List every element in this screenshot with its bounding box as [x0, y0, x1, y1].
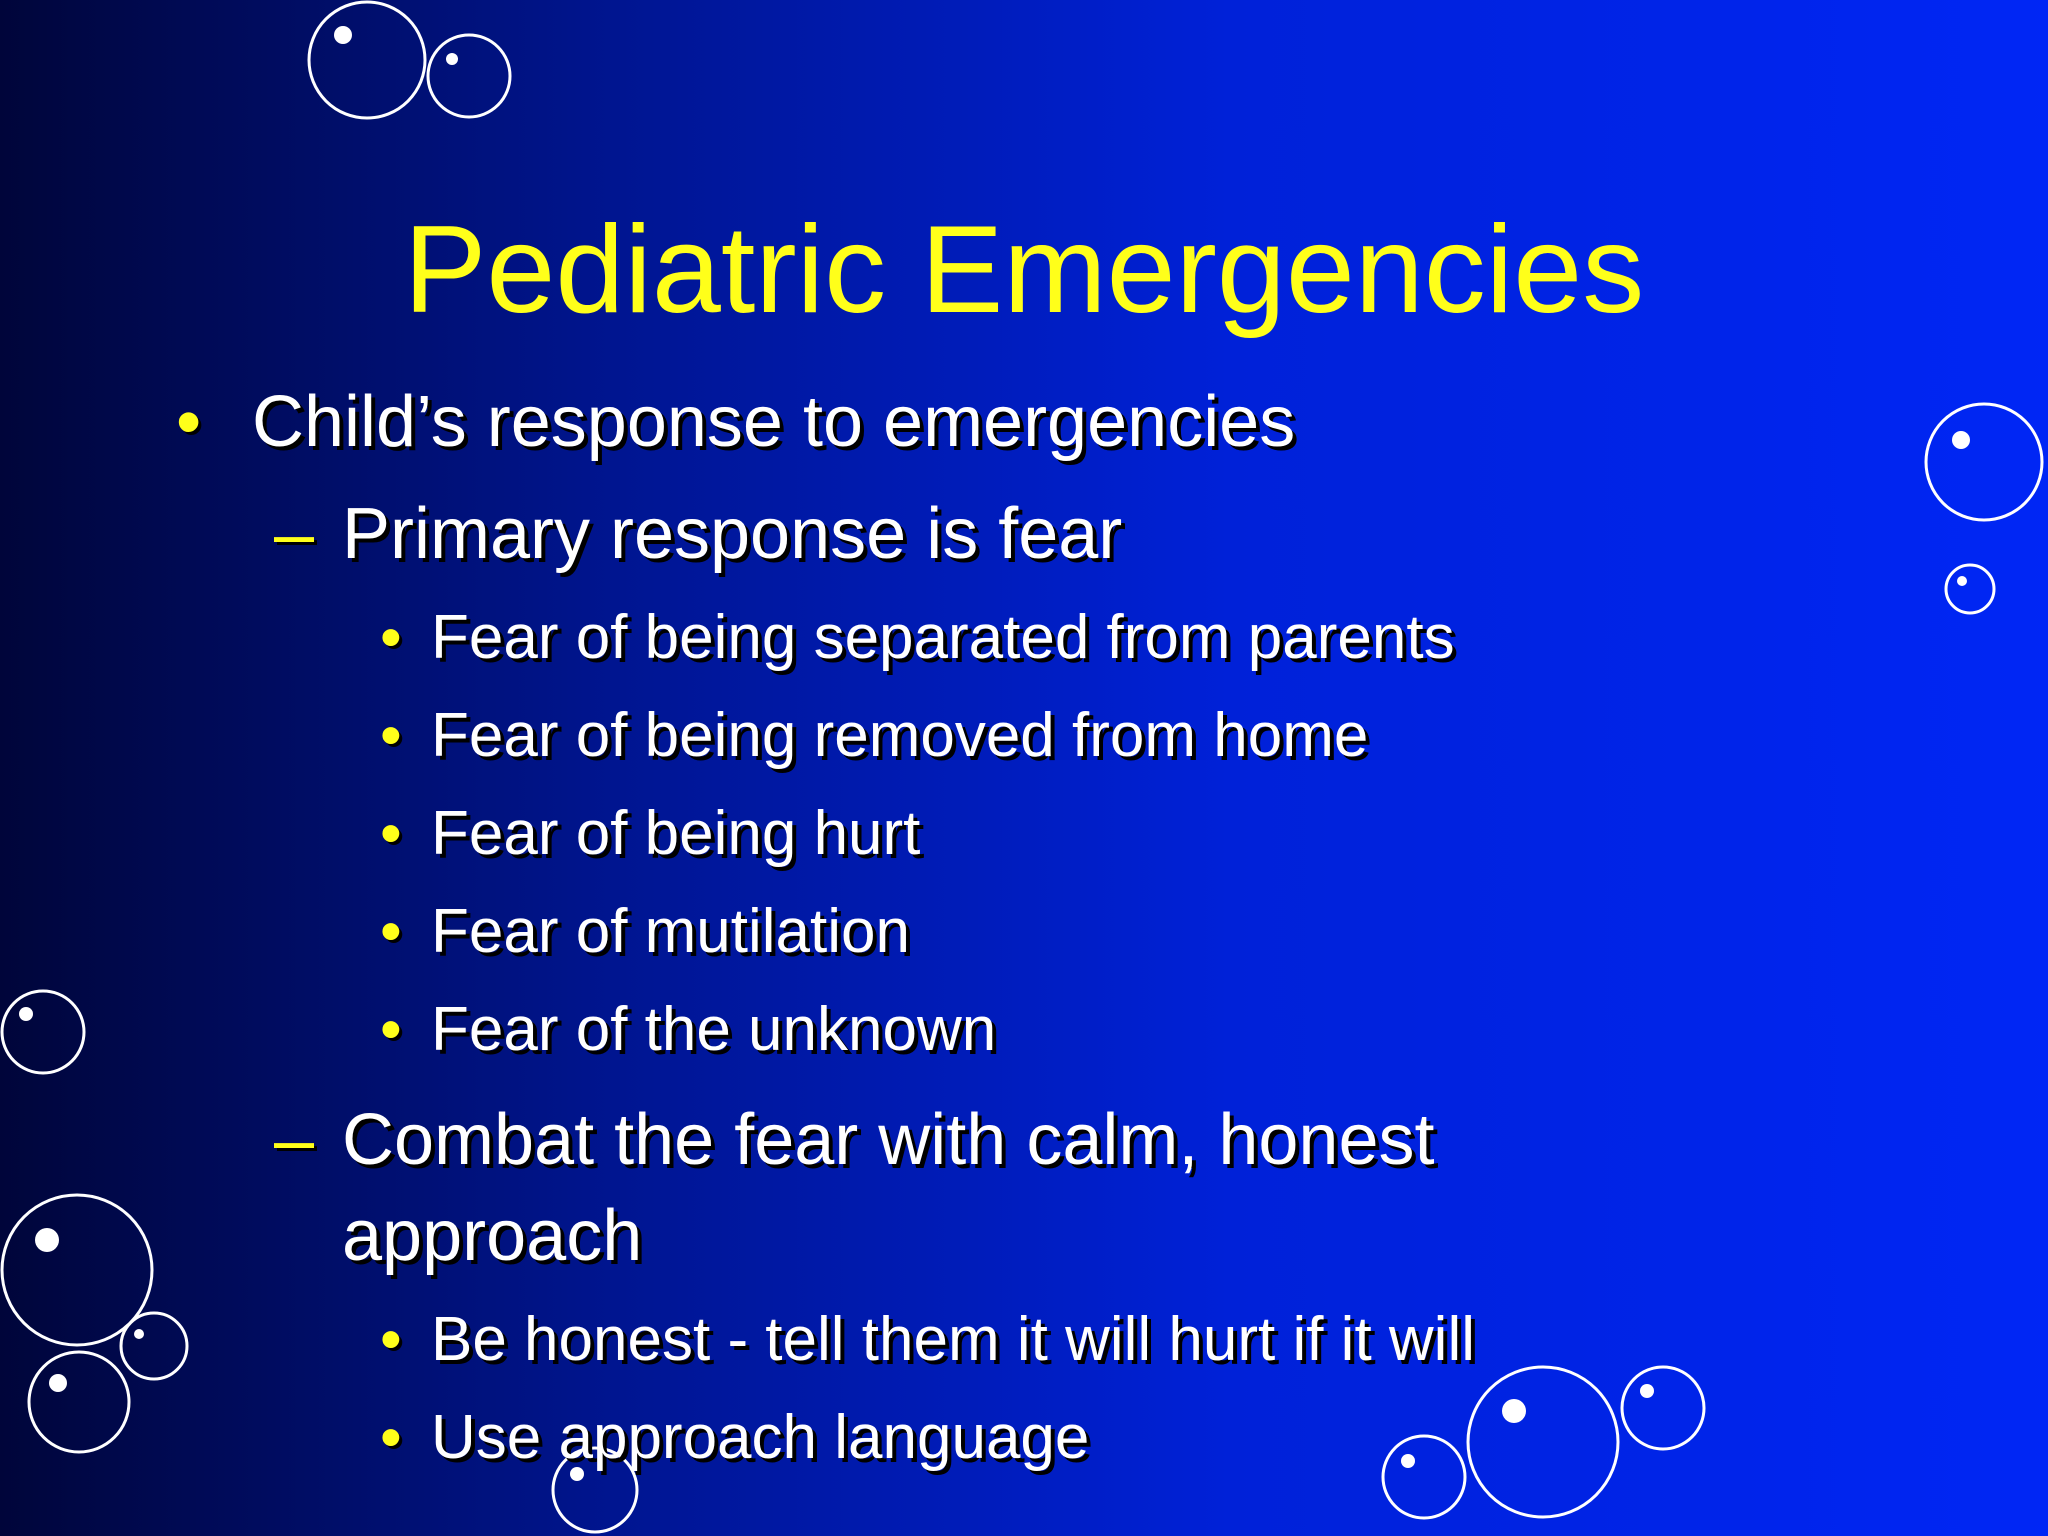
bubble-icon [1622, 1367, 1704, 1449]
bubble-icon [1383, 1436, 1465, 1518]
bullet-marker: • [380, 995, 402, 1064]
bubble-icon [1946, 565, 1994, 613]
bubble-highlight-icon [134, 1329, 144, 1339]
bullet-marker: • [380, 701, 402, 770]
bullet-level3-text: Use approach language [431, 1403, 1090, 1472]
bullet-marker: • [380, 1305, 402, 1374]
bubble-highlight-icon [49, 1374, 67, 1392]
bubble-highlight-icon [1502, 1399, 1526, 1423]
bullet-level2-text: Combat the fear with calm, honest [342, 1100, 1435, 1180]
bullet-marker: • [380, 799, 402, 868]
bullet-marker: • [176, 382, 202, 462]
bubble-icon [121, 1313, 187, 1379]
bubble-highlight-icon [1952, 431, 1970, 449]
bullet-level2-text: Primary response is fear [342, 494, 1123, 574]
bubble-highlight-icon [1401, 1454, 1415, 1468]
bubble-icon [428, 35, 510, 117]
bullet-marker: • [380, 603, 402, 672]
bubble-icon [1926, 404, 2042, 520]
bullet-level3-text: Fear of mutilation [431, 897, 910, 966]
bullet-marker: • [380, 1403, 402, 1472]
bullet-level3-text: Fear of being hurt [431, 799, 921, 868]
bubble-icon [2, 991, 84, 1073]
bubble-icon [309, 2, 425, 118]
bubble-highlight-icon [19, 1007, 33, 1021]
bullet-level3-text: Fear of being separated from parents [431, 603, 1455, 672]
bubble-icon [1468, 1367, 1618, 1517]
bullet-level2-text-continued: approach [342, 1196, 643, 1276]
bubble-highlight-icon [35, 1228, 59, 1252]
bubble-highlight-icon [334, 26, 352, 44]
bubble-highlight-icon [1957, 576, 1967, 586]
dash-marker: – [274, 494, 315, 574]
dash-marker: – [274, 1100, 315, 1180]
bubble-icon [29, 1352, 129, 1452]
bullet-level1-text: Child’s response to emergencies [252, 382, 1296, 462]
bubble-highlight-icon [1640, 1384, 1654, 1398]
bullet-level3-text: Fear of the unknown [431, 995, 997, 1064]
bullet-marker: • [380, 897, 402, 966]
bullet-level3-text: Fear of being removed from home [431, 701, 1369, 770]
bullet-level3-text: Be honest - tell them it will hurt if it will [431, 1305, 1476, 1374]
bubble-highlight-icon [446, 53, 458, 65]
slide-title: Pediatric Emergencies [403, 201, 1645, 339]
